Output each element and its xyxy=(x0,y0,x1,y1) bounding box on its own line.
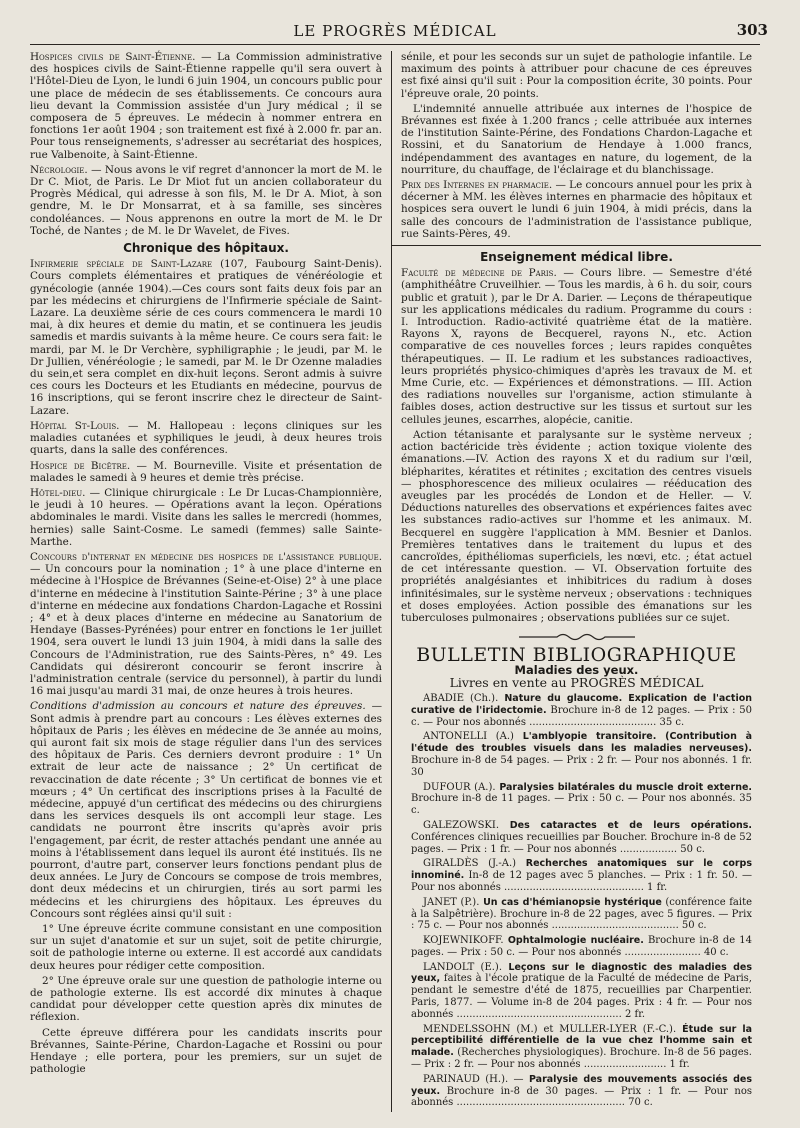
bib-title: Paralysies bilatérales du muscle droit externe. xyxy=(495,781,753,793)
bib-details: Brochure in-8 de 11 pages. — Prix : 50 c. — Pour nos abonnés. 35 c. xyxy=(411,793,752,817)
article-body: — Clinique chirurgicale : Le Dr Lucas-Championnière, le jeudi à 10 heures. — Opérations avant la leçon. Opérations abdominales le mardi. Visite dans les salles le mercredi (hommes, hernies) salle Saint-Cosme. Le samedi (femmes) salle Sainte-Marthe. xyxy=(30,486,382,548)
bibliography-entry xyxy=(401,693,752,728)
bibliography-entry xyxy=(401,1024,752,1071)
flourish-ornament xyxy=(517,632,637,642)
paragraph-epreuve-ecrite: 1° Une épreuve écrite commune consistant en une composition sur un sujet d'anatomie et sur un sujet, soit de petite chirurgie, soit de pathologie interne ou externe. Il est accordé aux candidats deux heures pour rédiger cette composition. xyxy=(30,923,382,972)
article-body: — Sont admis à prendre part au concours : Les élèves externes des hôpitaux de Paris ; les élèves en médecine de 3e année au moins, qui auront fait six mois de stage régulier dans l'un des services des hôpitaux de Paris. Ces derniers devront produire : 1° Un extrait de leur acte de naissance ; 2° Un certificat de revaccination de date récente ; 3° Un certificat de bonnes vie et mœurs ; 4° Un certificat des inscriptions prises à la Faculté de médecine, appuyé d'un certificat des médecins ou des chirurgiens dans les services desquels ils ont accompli leur stage. Les candidats ne pourront être inscrits qu'après avoir pris l'engagement, par écrit, de rester attachés pendant une année au moins à l'établissement dans lequel ils auront été institués. Ils ne pourront, d'autre part, conserver leurs fonctions pendant plus de deux années. Le Jury de Concours se compose de trois membres, dont deux médecins et un chirurgien, tirés au sort parmi les médecins et les chirurgiens des hôpitaux. Les épreuves du Concours sont réglées ainsi qu'il suit : xyxy=(30,700,382,920)
right-column xyxy=(391,51,752,1112)
bib-details: In-8 de 12 pages avec 5 planches. — Prix : 1 fr. 50. — Pour nos abonnés ............................................ 1 fr. xyxy=(411,870,752,893)
bibliography-entry xyxy=(401,897,752,932)
bibliography-list xyxy=(401,693,752,1109)
bib-author: JANET (P.). xyxy=(423,896,480,908)
article-heading: Nécrologie. xyxy=(30,163,88,176)
bib-details: faites à l'école pratique de la Faculté de médecine de Paris, pendant le semestre d'été de 1875, recueillies par Charpentier. Paris, 1877. — Volume in-8 de 204 pages. Prix : 4 fr. — Pour nos abonnés .................................................... 2 fr. xyxy=(411,973,752,1020)
article-heading: Concours d'internat en médecine des hospices de l'assistance publique. xyxy=(30,550,382,563)
bib-title: Ophtalmologie nucléaire. xyxy=(503,935,644,947)
article-body: — M. Hallopeau : leçons cliniques sur les maladies cutanées et syphiliques le jeudi, à deux heures trois quarts, dans la salle des conférences. xyxy=(30,419,382,457)
bulletin-title: BULLETIN BIBLIOGRAPHIQUE xyxy=(416,644,737,667)
bib-details: Brochure in-8 de 14 pages. — Prix : 50 c. — Pour nos abonnés ........................ 40 c. xyxy=(411,935,752,958)
article-bicetre xyxy=(30,460,382,484)
article-heading: Infirmerie spéciale de Saint-Lazare xyxy=(30,258,213,271)
article-prix-internes xyxy=(401,179,752,240)
article-concours-internat xyxy=(30,551,382,697)
bibliography-entry xyxy=(401,858,752,893)
subsection-title: Maladies des yeux. xyxy=(514,662,639,677)
bib-author: GIRALDÈS (J.-A.) xyxy=(423,858,517,870)
left-column xyxy=(30,51,391,1112)
paragraph-action-tetanisante: Action tétanisante et paralysante sur le système nerveux ; action bactéricide très évidente ; action toxique violente des émanations.—IV. Action des rayons X et du radium sur l'œil, blépharites, kératites et rétinites ; excitation des centres visuels — phosphorescence des milieux oculaires — rééducation des aveugles par les procédés de London et de Heller. — V. Déductions naturelles des observations et expériences faites avec les substances radio-actives sur l'homme et les animaux. M. Becquerel en suggère l'application à MM. Besnier et Danlos. Premières tentatives dans le traitement du lupus et des cancroïdes, épithéliomas superficiels, les nœvi, etc. ; état actuel de cet intéressante question. — VI. Observation fortuite des propriétés analgésiantes et inhibitrices du radium à doses infinitésimales, sur le système nerveux ; observations : techniques et doses employées. Action possible des émanations sur les tuberculoses pulmonaires ; observations publiées sur ce sujet. xyxy=(401,428,752,624)
article-saint-lazare xyxy=(30,258,382,417)
bib-title: Un cas d'hémianopsie hystérique xyxy=(479,896,662,908)
bib-title: L'amblyopie transitoire. (Contribution à l'étude des troubles visuels dans les maladies nerveuses). xyxy=(411,731,752,755)
article-body: — M. Bourneville. Visite et présentation de malades le samedi à 9 heures et demie très précise. xyxy=(30,459,382,484)
paragraph-epreuve-difference: Cette épreuve différera pour les candidats inscrits pour Brévannes, Sainte-Périne, Chardon-Lagache et Rossini ou pour Hendaye ; elle portera, pour les premiers, sur un sujet de pathologie xyxy=(30,1026,382,1076)
bib-details: (conférence faite à la Salpêtrière). Brochure in-8 de 22 pages, avec 5 figures. — Prix : 75 c. — Pour nos abonnés ........................................ 50 c. xyxy=(411,896,752,932)
article-heading: Faculté de médecine de Paris. xyxy=(401,267,557,280)
bib-author: PARINAUD (H.). — xyxy=(423,1073,524,1085)
article-hotel-dieu xyxy=(30,487,382,548)
article-conditions-admission xyxy=(30,700,382,920)
article-body: — Le concours annuel pour les prix à décerner à MM. les élèves internes en pharmacie des hôpitaux et hospices sera ouvert le lundi 6 juin 1904, à midi précis, dans la salle des concours de l'administration de l'assistance publique, rue Saints-Pères, 49. xyxy=(401,179,752,240)
article-heading: Hôpital St-Louis. xyxy=(30,419,120,432)
bibliography-entry xyxy=(401,1074,752,1109)
bib-title: Leçons sur le diagnostic des maladies des yeux, xyxy=(411,961,753,985)
bibliography-entry xyxy=(401,782,752,817)
bib-details: Conférences cliniques recueillies par Boucher. Brochure in-8 de 52 pages. — Prix : 1 fr. — Pour nos abonnés .................. 50 c. xyxy=(411,831,752,855)
article-faculte-medecine xyxy=(401,267,752,426)
article-heading: Hospice de Bicêtre. xyxy=(30,459,131,472)
bib-title: Paralysie des mouvements associés des yeux. xyxy=(411,1073,752,1097)
bibliography-entry xyxy=(401,962,752,1021)
bib-title: Recherches anatomiques sur le corps innominé. xyxy=(411,858,752,882)
section-divider xyxy=(392,245,761,246)
article-necrologie xyxy=(30,164,382,237)
article-body: — Un concours pour la nomination ; 1° à une place d'interne en médecine à l'Hospice de Brévannes (Seine-et-Oise) 2° à une place d'interne en médecine à l'institution Sainte-Périne ; 3° à une place d'interne en médecine aux fondations Chardon-Lagache et Rossini ; 4° et à deux places d'interne en médecine au Sanatorium de Hendaye (Basses-Pyrénées) pour entrer en fonctions le 1er juillet 1904, sera ouvert le lundi 13 juin 1904, à midi dans la salle des Concours de l'Administration, rue des Saints-Pères, n° 49. Les Candidats qui désireront concourir se feront inscrire à l'administration centrale (service du personnel), à partir du lundi 16 mai jusqu'au mardi 31 mai, de onze heures à trois heures. xyxy=(30,563,382,698)
article-body: — La Commission administrative des hospices civils de Saint-Étienne rappelle qu'il sera ouvert à l'Hôtel-Dieu de Lyon, le lundi 6 juin 1904, un concours public pour une place de médecin de ses établissements. Ce concours aura lieu devant la Commission assistée d'un Jury médical ; il se composera de 5 épreuves. Le médecin à nommer entrera en fonctions 1er août 1904 ; son traitement est fixé à 2.000 fr. par an. Pour tous renseignements, s'adresser au secrétariat des hospices, rue Valbenoite, à Saint-Étienne. xyxy=(30,51,382,161)
journal-title: LE PROGRÈS MÉDICAL xyxy=(293,22,497,40)
article-heading: Hospices civils de Saint-Étienne. xyxy=(30,51,196,63)
bib-author: KOJEWNIKOFF. xyxy=(423,935,504,947)
bib-details: Brochure in-8 de 12 pages. — Prix : 50 c. — Pour nos abonnés ........................................ 35 c. xyxy=(411,704,753,728)
article-body: — Cours libre. — Semestre d'été (amphithéâtre Cruveilhier. — Tous les mardis, à 6 h. du soir, cours public et gratuit ), par le Dr A. Darier. — Leçons de thérapeutique sur les applications médicales du radium. Programme du cours : I. Introduction. Radio-activité quatrième état de la matière. Rayons X, rayons de Becquerel, rayons N., etc. Action comparative de ces nouvelles forces ; leurs rapides conquêtes thérapeutiques. — II. Le radium et les substances radioactives, leurs propriétés physico-chimiques d'après les travaux de M. et Mme Curie, etc. — Expériences et démonstrations. — III. Action des radiations nouvelles sur l'organisme, action stimulante à faibles doses, action destructive sur les tissus et surtout sur les cellules jeunes, escarrhes, alopécie, canitie. xyxy=(401,267,752,426)
bib-title: Nature du glaucome. Explication de l'action curative de l'iridectomie. xyxy=(411,692,752,716)
article-heading: Hôtel-dieu. xyxy=(30,486,86,499)
paragraph-indemnite: L'indemnité annuelle attribuée aux internes de l'hospice de Brévannes est fixée à 1.200 francs ; celle attribuée aux internes de l'institution Sainte-Périne, des Fondations Chardon-Lagache et Rossini, et du Sanatorium de Hendaye à 1.000 francs, indépendamment des avantages en nature, du logement, de la nourriture, du chauffage, de l'éclairage et du blanchissage. xyxy=(401,102,752,176)
page-number: 303 xyxy=(736,21,768,39)
bib-author: MENDELSSOHN (M.) et MULLER-LYER (F.-C.). xyxy=(423,1023,677,1035)
bib-author: ANTONELLI (A.) xyxy=(423,731,514,743)
bibliography-entry xyxy=(401,731,752,778)
section-title-chronique: Chronique des hôpitaux. xyxy=(123,241,289,256)
bib-details: Brochure in-8 de 54 pages. — Prix : 2 fr. — Pour nos abonnés. 1 fr. 30 xyxy=(411,754,752,778)
bib-title: Des cataractes et de leurs opérations. xyxy=(499,819,752,831)
paragraph-continuation: sénile, et pour les seconds sur un sujet de pathologie infantile. Le maximum des points à attribuer pour chacune de ces épreuves est fixé ainsi qu'il suit : Pour la composition écrite, 30 points. Pour l'épreuve orale, 20 points. xyxy=(401,51,752,100)
bib-author: LANDOLT (E.). xyxy=(423,961,503,973)
article-heading: Conditions d'admission au concours et nature des épreuves. xyxy=(30,700,366,713)
bib-title: Étude sur la perceptibilité différentielle de la vue chez l'homme sain et malade. xyxy=(411,1023,752,1059)
bib-author: GALEZOWSKI. xyxy=(423,819,500,831)
bib-details: Brochure in-8 de 30 pages. — Prix : 1 fr. — Pour nos abonnés ..................................................... 70 c. xyxy=(411,1085,752,1109)
article-hospices-saint-etienne xyxy=(30,51,382,161)
paragraph-epreuve-orale: 2° Une épreuve orale sur une question de pathologie interne ou de pathologie externe. Ils est accordé dix minutes à chaque candidat pour développer cette question après dix minutes de réflexion. xyxy=(30,974,382,1024)
section-title-enseignement: Enseignement médical libre. xyxy=(480,250,673,265)
bib-author: ABADIE (Ch.). xyxy=(423,692,499,704)
article-hopital-st-louis xyxy=(30,420,382,457)
article-heading: Prix des Internes en pharmacie. xyxy=(401,179,553,192)
bibliography-entry xyxy=(401,935,752,959)
sale-line: Livres en vente au PROGRÈS MÉDICAL xyxy=(449,674,704,690)
bib-author: DUFOUR (A.). xyxy=(423,781,496,793)
bib-details: (Recherches physiologiques). Brochure. In-8 de 56 pages. — Prix : 2 fr. — Pour nos abonnés .......................... 1 fr. xyxy=(411,1047,752,1071)
bibliography-entry xyxy=(401,820,752,855)
running-header xyxy=(30,16,768,45)
article-body: (107, Faubourg Saint-Denis). Cours complets élémentaires et pratiques de vénéréologie et gynécologie (année 1904).—Ces cours sont faits deux fois par an par les médecins et chirurgiens de l'Infirmerie spéciale de Saint-Lazare. La deuxième série de ces cours commencera le mardi 10 mai, à dix heures et demie du matin, et se continuera les jeudis samedis et mardis suivants à la même heure. Ce cours sera fait: le mardi, par M. le Dr Verchère, syphiligraphie ; le jeudi, par M. le Dr Jullien, vénéréologie ; le samedi, par M. le Dr Ozenne maladies du sein,et sera complet en dix-huit leçons. Seront admis à suivre ces cours les Docteurs et les Etudiants en médecine, pourvus de 16 inscriptions, qui se feront inscrire chez le directeur de Saint-Lazare. xyxy=(30,258,382,417)
article-body: — Nous avons le vif regret d'annoncer la mort de M. le Dr C. Miot, de Paris. Le Dr Miot fut un ancien collaborateur du Progrès Médical, qui adresse à son fils, M. le Dr A. Miot, à son gendre, M. le Dr Monsarrat, et à sa famille, ses sincères condoléances. — Nous apprenons en outre la mort de M. le Dr Toché, de Nantes ; de M. le Dr Wavelet, de Fives. xyxy=(30,163,382,237)
